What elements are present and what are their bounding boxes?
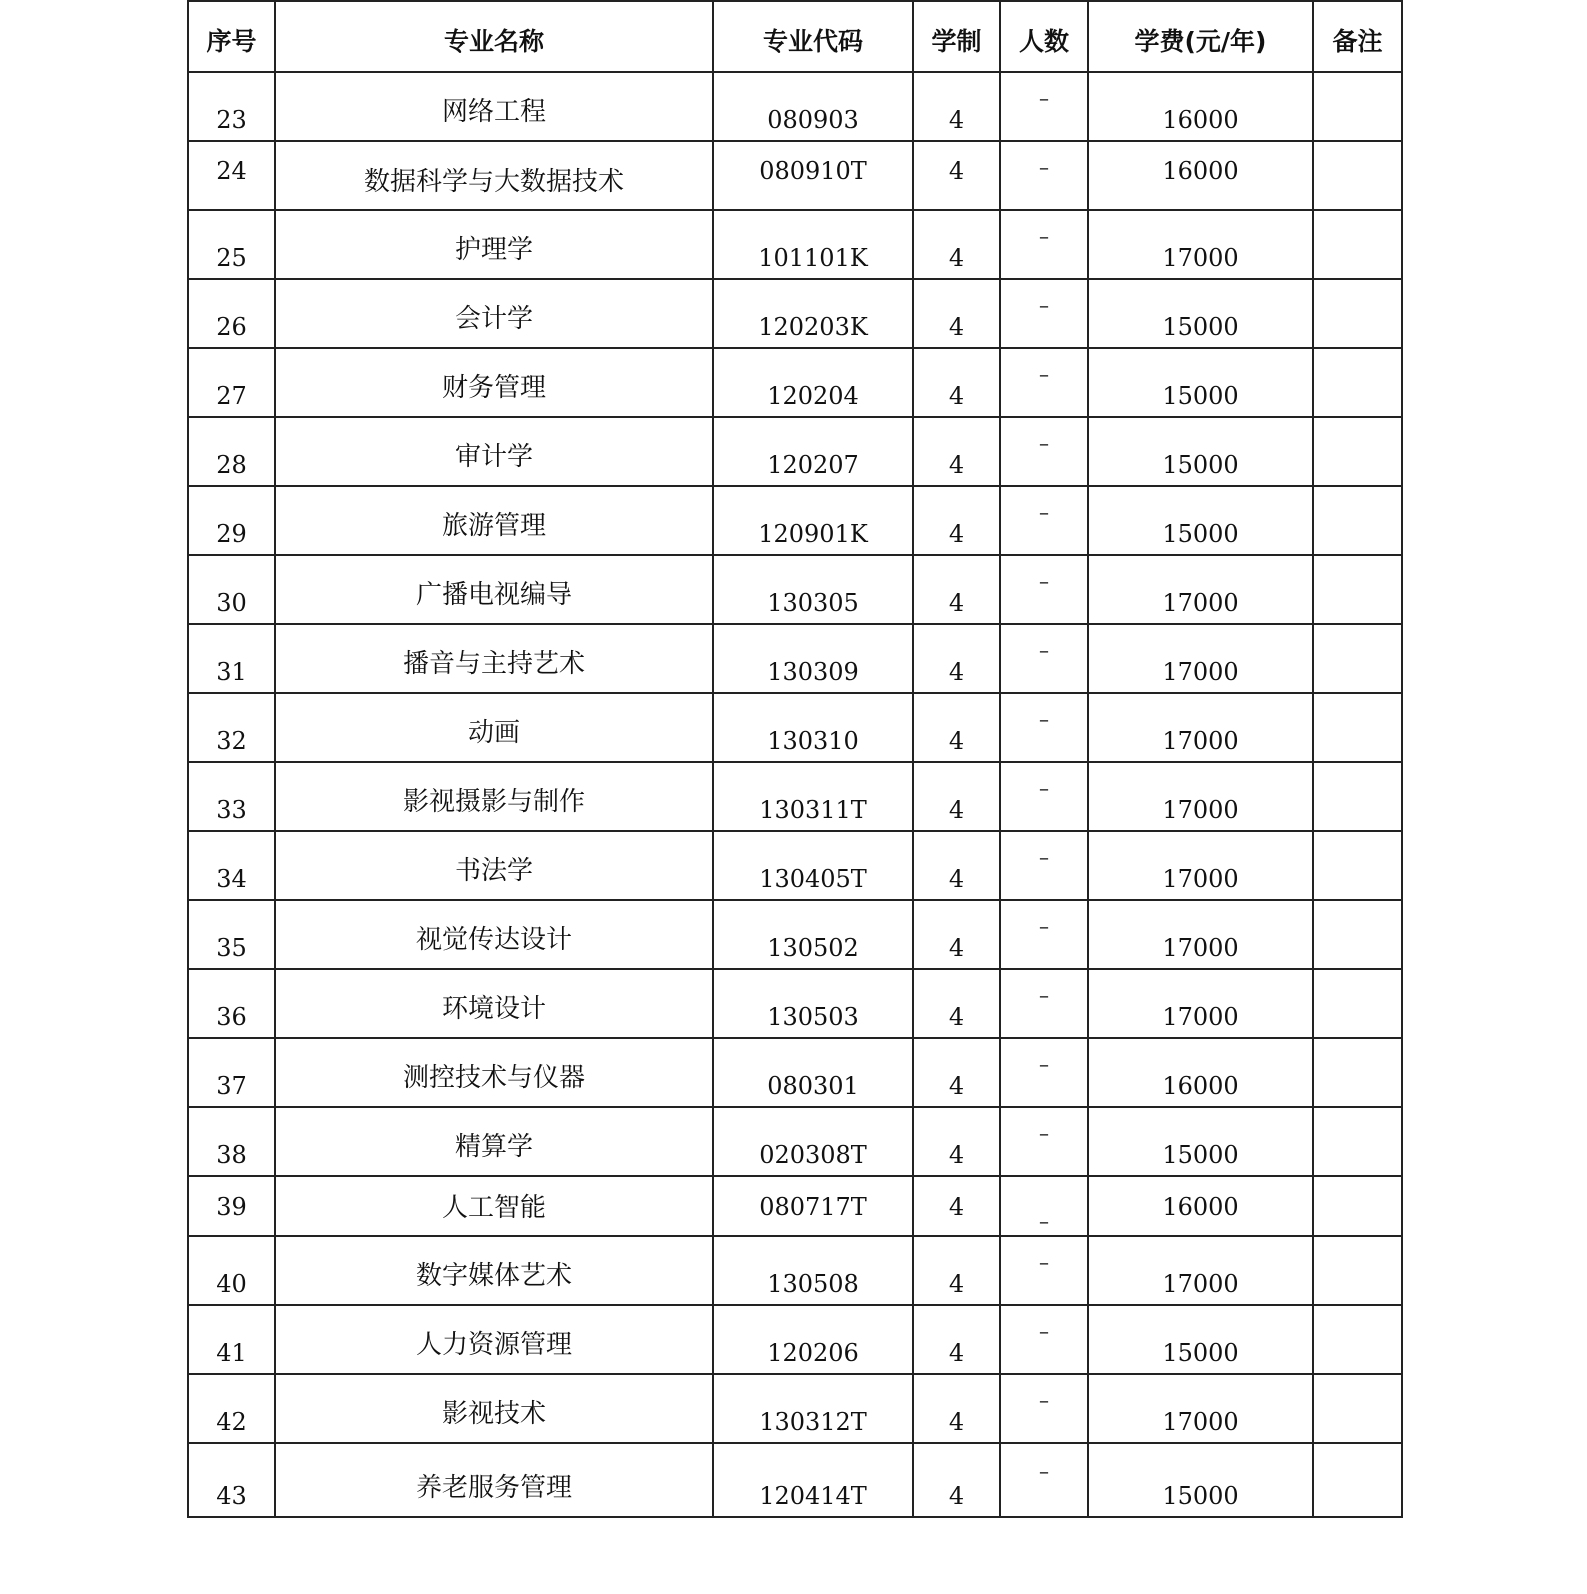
row-seq-cell: 29 <box>188 486 275 555</box>
row-count-cell: – <box>1000 693 1088 762</box>
row-years-cell: 4 <box>913 762 1000 831</box>
row-note-cell <box>1313 624 1402 693</box>
table-row <box>188 1305 1402 1374</box>
row-note-cell <box>1313 417 1402 486</box>
row-years-cell: 4 <box>913 1305 1000 1374</box>
row-seq-cell: 26 <box>188 279 275 348</box>
row-seq-cell: 34 <box>188 831 275 900</box>
row-seq-cell: 41 <box>188 1305 275 1374</box>
row-code-cell: 080717T <box>713 1176 913 1236</box>
row-years-cell: 4 <box>913 1443 1000 1517</box>
row-name-cell: 测控技术与仪器 <box>275 1038 713 1107</box>
majors-table-container <box>187 0 1401 1518</box>
row-code-cell: 120203K <box>713 279 913 348</box>
row-seq-cell: 33 <box>188 762 275 831</box>
table-row <box>188 279 1402 348</box>
row-years-cell: 4 <box>913 831 1000 900</box>
row-code-cell: 020308T <box>713 1107 913 1176</box>
row-years-cell: 4 <box>913 279 1000 348</box>
row-count-cell: – <box>1000 1236 1088 1305</box>
table-row <box>188 1443 1402 1517</box>
row-code-cell: 120414T <box>713 1443 913 1517</box>
row-name-cell: 会计学 <box>275 279 713 348</box>
row-name-cell: 审计学 <box>275 417 713 486</box>
row-fee-cell: 17000 <box>1088 1236 1313 1305</box>
row-fee-cell: 15000 <box>1088 279 1313 348</box>
row-code-cell: 130502 <box>713 900 913 969</box>
row-name-cell: 广播电视编导 <box>275 555 713 624</box>
table-row <box>188 141 1402 210</box>
row-count-cell: – <box>1000 279 1088 348</box>
row-fee-cell: 16000 <box>1088 72 1313 141</box>
row-count-cell: – <box>1000 210 1088 279</box>
row-seq-cell: 25 <box>188 210 275 279</box>
row-note-cell <box>1313 348 1402 417</box>
row-years-cell: 4 <box>913 1176 1000 1236</box>
row-note-cell <box>1313 969 1402 1038</box>
header-code: 专业代码 <box>713 1 913 72</box>
row-years-cell: 4 <box>913 693 1000 762</box>
row-years-cell: 4 <box>913 1374 1000 1443</box>
row-seq-cell: 37 <box>188 1038 275 1107</box>
row-note-cell <box>1313 831 1402 900</box>
row-seq-cell: 24 <box>188 141 275 210</box>
row-note-cell <box>1313 900 1402 969</box>
row-count-cell: – <box>1000 417 1088 486</box>
row-seq-cell: 32 <box>188 693 275 762</box>
row-code-cell: 120901K <box>713 486 913 555</box>
row-name-cell: 播音与主持艺术 <box>275 624 713 693</box>
row-name-cell: 人力资源管理 <box>275 1305 713 1374</box>
row-code-cell: 130309 <box>713 624 913 693</box>
table-row <box>188 486 1402 555</box>
row-note-cell <box>1313 486 1402 555</box>
table-row <box>188 348 1402 417</box>
row-note-cell <box>1313 72 1402 141</box>
row-fee-cell: 15000 <box>1088 1305 1313 1374</box>
row-fee-cell: 17000 <box>1088 762 1313 831</box>
row-count-cell: – <box>1000 969 1088 1038</box>
table-row <box>188 210 1402 279</box>
row-name-cell: 动画 <box>275 693 713 762</box>
row-fee-cell: 17000 <box>1088 831 1313 900</box>
row-note-cell <box>1313 762 1402 831</box>
header-note: 备注 <box>1313 1 1402 72</box>
row-fee-cell: 16000 <box>1088 1176 1313 1236</box>
row-name-cell: 书法学 <box>275 831 713 900</box>
row-code-cell: 120207 <box>713 417 913 486</box>
header-name: 专业名称 <box>275 1 713 72</box>
row-years-cell: 4 <box>913 72 1000 141</box>
row-code-cell: 080910T <box>713 141 913 210</box>
row-fee-cell: 15000 <box>1088 348 1313 417</box>
row-seq-cell: 42 <box>188 1374 275 1443</box>
row-seq-cell: 39 <box>188 1176 275 1236</box>
header-count: 人数 <box>1000 1 1088 72</box>
row-note-cell <box>1313 693 1402 762</box>
row-fee-cell: 15000 <box>1088 1443 1313 1517</box>
table-row <box>188 72 1402 141</box>
row-code-cell: 130405T <box>713 831 913 900</box>
row-seq-cell: 35 <box>188 900 275 969</box>
row-note-cell <box>1313 1236 1402 1305</box>
row-seq-cell: 28 <box>188 417 275 486</box>
majors-table <box>187 0 1403 1518</box>
row-count-cell: – <box>1000 348 1088 417</box>
row-name-cell: 财务管理 <box>275 348 713 417</box>
row-code-cell: 120206 <box>713 1305 913 1374</box>
table-row <box>188 969 1402 1038</box>
row-seq-cell: 36 <box>188 969 275 1038</box>
row-count-cell: – <box>1000 72 1088 141</box>
row-fee-cell: 15000 <box>1088 417 1313 486</box>
row-years-cell: 4 <box>913 1236 1000 1305</box>
row-code-cell: 130305 <box>713 555 913 624</box>
header-seq: 序号 <box>188 1 275 72</box>
header-years: 学制 <box>913 1 1000 72</box>
row-years-cell: 4 <box>913 624 1000 693</box>
row-note-cell <box>1313 1038 1402 1107</box>
row-years-cell: 4 <box>913 417 1000 486</box>
row-code-cell: 130312T <box>713 1374 913 1443</box>
row-code-cell: 120204 <box>713 348 913 417</box>
row-years-cell: 4 <box>913 1107 1000 1176</box>
row-name-cell: 环境设计 <box>275 969 713 1038</box>
table-row <box>188 555 1402 624</box>
row-fee-cell: 17000 <box>1088 900 1313 969</box>
row-fee-cell: 16000 <box>1088 141 1313 210</box>
table-header-row <box>188 1 1402 72</box>
row-years-cell: 4 <box>913 486 1000 555</box>
table-body <box>188 72 1402 1517</box>
table-row <box>188 831 1402 900</box>
row-seq-cell: 30 <box>188 555 275 624</box>
table-row <box>188 693 1402 762</box>
row-note-cell <box>1313 279 1402 348</box>
row-years-cell: 4 <box>913 348 1000 417</box>
row-fee-cell: 17000 <box>1088 210 1313 279</box>
row-fee-cell: 16000 <box>1088 1038 1313 1107</box>
table-row <box>188 417 1402 486</box>
row-seq-cell: 23 <box>188 72 275 141</box>
table-row <box>188 624 1402 693</box>
row-fee-cell: 15000 <box>1088 486 1313 555</box>
row-code-cell: 080301 <box>713 1038 913 1107</box>
row-years-cell: 4 <box>913 1038 1000 1107</box>
row-name-cell: 数据科学与大数据技术 <box>275 141 713 210</box>
table-row <box>188 1176 1402 1236</box>
table-row <box>188 900 1402 969</box>
row-code-cell: 101101K <box>713 210 913 279</box>
row-name-cell: 影视摄影与制作 <box>275 762 713 831</box>
row-fee-cell: 17000 <box>1088 624 1313 693</box>
row-fee-cell: 17000 <box>1088 969 1313 1038</box>
row-code-cell: 080903 <box>713 72 913 141</box>
row-count-cell: – <box>1000 1443 1088 1517</box>
header-fee: 学费(元/年) <box>1088 1 1313 72</box>
row-seq-cell: 27 <box>188 348 275 417</box>
row-note-cell <box>1313 210 1402 279</box>
row-note-cell <box>1313 1107 1402 1176</box>
row-note-cell <box>1313 555 1402 624</box>
row-name-cell: 旅游管理 <box>275 486 713 555</box>
row-name-cell: 精算学 <box>275 1107 713 1176</box>
row-count-cell: – <box>1000 762 1088 831</box>
row-note-cell <box>1313 1443 1402 1517</box>
row-years-cell: 4 <box>913 900 1000 969</box>
row-count-cell: – <box>1000 555 1088 624</box>
row-name-cell: 护理学 <box>275 210 713 279</box>
row-seq-cell: 31 <box>188 624 275 693</box>
row-count-cell: – <box>1000 624 1088 693</box>
row-years-cell: 4 <box>913 969 1000 1038</box>
row-code-cell: 130310 <box>713 693 913 762</box>
row-code-cell: 130508 <box>713 1236 913 1305</box>
row-years-cell: 4 <box>913 210 1000 279</box>
row-fee-cell: 15000 <box>1088 1107 1313 1176</box>
row-note-cell <box>1313 1305 1402 1374</box>
row-name-cell: 养老服务管理 <box>275 1443 713 1517</box>
table-row <box>188 762 1402 831</box>
row-seq-cell: 43 <box>188 1443 275 1517</box>
row-count-cell: – <box>1000 1107 1088 1176</box>
row-name-cell: 视觉传达设计 <box>275 900 713 969</box>
row-name-cell: 数字媒体艺术 <box>275 1236 713 1305</box>
row-seq-cell: 40 <box>188 1236 275 1305</box>
row-count-cell: – <box>1000 900 1088 969</box>
row-fee-cell: 17000 <box>1088 693 1313 762</box>
row-code-cell: 130311T <box>713 762 913 831</box>
row-years-cell: 4 <box>913 555 1000 624</box>
row-name-cell: 人工智能 <box>275 1176 713 1236</box>
row-code-cell: 130503 <box>713 969 913 1038</box>
row-fee-cell: 17000 <box>1088 1374 1313 1443</box>
row-name-cell: 影视技术 <box>275 1374 713 1443</box>
table-row <box>188 1236 1402 1305</box>
row-count-cell: – <box>1000 1038 1088 1107</box>
row-count-cell: – <box>1000 141 1088 210</box>
row-seq-cell: 38 <box>188 1107 275 1176</box>
row-count-cell: – <box>1000 1176 1088 1236</box>
table-row <box>188 1038 1402 1107</box>
row-note-cell <box>1313 1176 1402 1236</box>
row-fee-cell: 17000 <box>1088 555 1313 624</box>
table-row <box>188 1374 1402 1443</box>
row-note-cell <box>1313 1374 1402 1443</box>
row-count-cell: – <box>1000 486 1088 555</box>
row-count-cell: – <box>1000 831 1088 900</box>
row-note-cell <box>1313 141 1402 210</box>
row-count-cell: – <box>1000 1374 1088 1443</box>
row-count-cell: – <box>1000 1305 1088 1374</box>
table-row <box>188 1107 1402 1176</box>
row-years-cell: 4 <box>913 141 1000 210</box>
row-name-cell: 网络工程 <box>275 72 713 141</box>
